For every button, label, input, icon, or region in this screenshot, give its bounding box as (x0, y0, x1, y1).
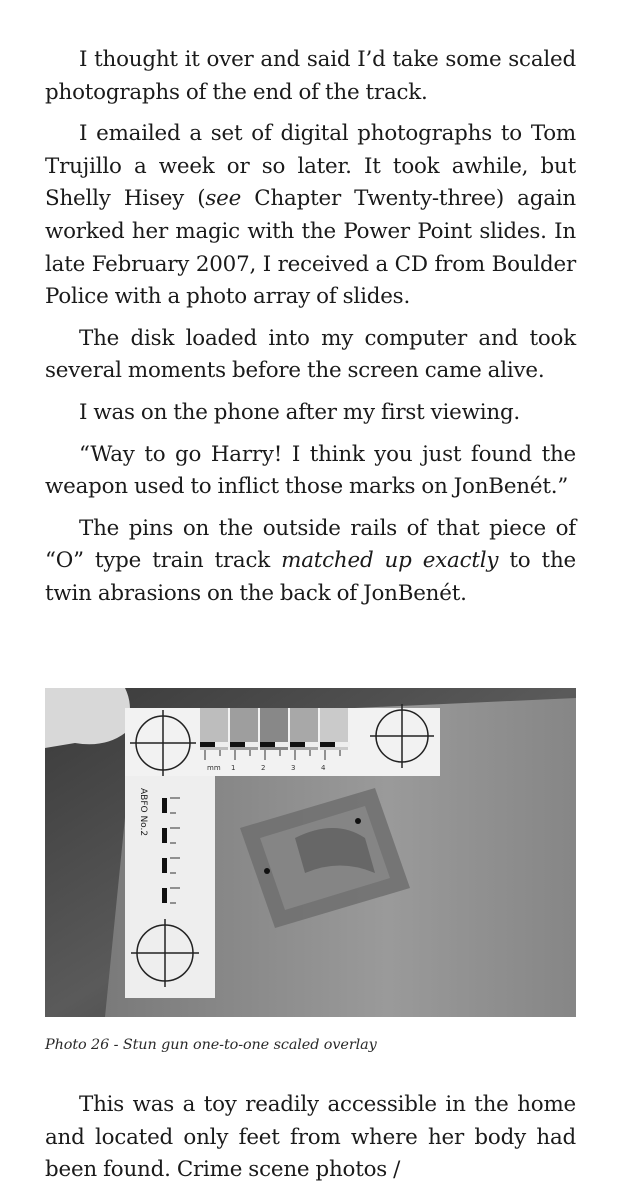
ruler-unit-label: mm (207, 764, 221, 772)
paragraph-6: The pins on the outside rails of that piece of “O” type train track matched up exactly to the twin abrasions on the back of JonBenét. (45, 515, 576, 606)
ruler-number-1: 1 (231, 764, 236, 772)
ruler-number-2: 2 (261, 764, 266, 772)
ruler-number-3: 3 (291, 764, 296, 772)
paragraph-7: This was a toy readily accessible in the home and located only feet from where her body had been found. Crime scene photos / (45, 1092, 576, 1183)
photo-caption: Photo 26 - Stun gun one-to-one scaled overlay (45, 1037, 377, 1053)
paragraph-2: I emailed a set of digital photographs to Tom Trujillo a week or so later. It took awhile, but Shelly Hisey (see Chapter Twenty-three) again worked her magic with the Power Point slides. In late February 2007, I received a CD from Boulder Police with a photo array of slides. (45, 121, 576, 310)
scaled-overlay-photo (45, 688, 576, 1017)
text-block-top (45, 44, 576, 620)
paragraph-1: I thought it over and said I’d take some scaled photographs of the end of the track. (45, 47, 576, 105)
paragraph-3: The disk loaded into my computer and took several moments before the screen came alive. (45, 325, 576, 384)
paragraph-4: I was on the phone after my first viewing. (79, 399, 521, 425)
ruler-number-4: 4 (321, 764, 326, 772)
text-block-bottom (45, 1089, 576, 1196)
ruler-brand-label: ABFO No.2 (138, 788, 148, 837)
paragraph-5: “Way to go Harry! I think you just found the weapon used to inflict those marks on JonBenét.” (45, 441, 576, 500)
